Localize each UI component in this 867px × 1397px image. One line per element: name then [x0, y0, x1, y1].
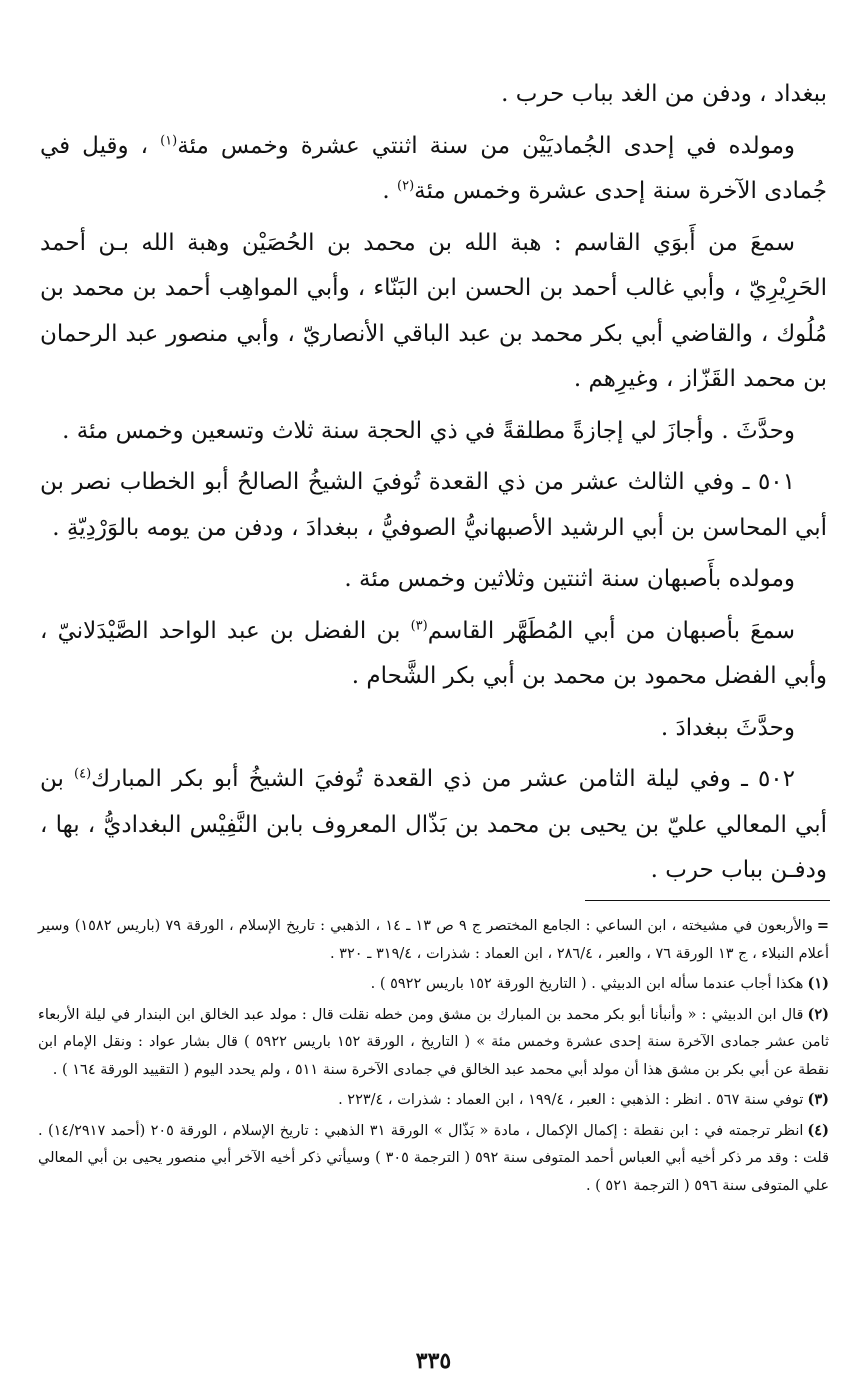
footnote-text: والأربعون في مشيخته ، ابن الساعي : الجامع المختصر ج ٩ ص ١٣ ـ ١٤ ، الذهبي : تاريخ الإسلام ، الورقة ٧٩ (باريس ١٥٨٢) وسير أعلام النبلاء ، ج ١٣ الورقة ٧٦ ، والعبر ، ٢٨٦/٤ ، ابن العماد : شذرات ، ٣١٩/٤ ـ ٣٢٠ .	[38, 918, 829, 962]
footnote-marker: (٢)	[807, 1005, 829, 1023]
page-number: ٣٣٥	[415, 1348, 452, 1374]
entry-502-start: ٥٠٢ ـ وفي ليلة الثامن عشر من ذي القعدة تُوفيَ الشيخُ أبو بكر المبارك	[91, 766, 795, 792]
paragraph-2	[40, 124, 827, 215]
footnote-separator	[585, 900, 830, 901]
footnote-ref-1: (١)	[160, 132, 178, 148]
paragraph-2-rest: ، وقيل في جُمادى الآخرة سنة إحدى عشرة وخمس مئة	[40, 132, 827, 204]
footnote-marker: =	[816, 917, 830, 934]
main-text	[40, 72, 827, 900]
paragraph-1: ببغداد ، ودفن من الغد بباب حرب .	[501, 81, 827, 107]
entry-502-rest: بن أبي المعالي عليّ بن يحيى بن محمد بن بَذّال المعروف بابن النَّفِيْس البغداديُّ ، بها ، ودفـن بباب حرب .	[40, 766, 827, 883]
paragraph-2-start: ومولده في إحدى الجُماديَيْن من سنة اثنتي عشرة وخمس مئة	[177, 132, 795, 159]
footnote-ref-2: (٢)	[397, 178, 415, 194]
entry-502	[40, 757, 827, 894]
paragraph-7-start: سمعَ بأصبهان من أبي المُطَهَّر القاسم	[427, 617, 795, 644]
footnote-2	[38, 1001, 829, 1085]
footnote-ref-3: (٣)	[410, 617, 428, 633]
footnote-text: قال ابن الدبيثي : « وأنبأنا أبو بكر محمد بن المبارك بن مشق ومن خطه نقلت قال : مولد عبد الخالق ابن البندار في ليلة الأربعاء ثامن عشر جمادى الآخرة سنة إحدى عشرة وخمس مئة » ( التاريخ ، الورقة ١٥٢ باريس ٥٩٢٢ ) قال بشار عواد : ونقل الإمام ابن نقطة عن أبي بكر بن مشق هذا أن مولد أبي محمد عبد الخالق في جمادى الآخرة سنة ٥١١ ، ولم يحدد اليوم ( التقييد الورقة ١٦٤ ) .	[38, 1006, 829, 1078]
paragraph-2-end: .	[382, 178, 398, 204]
entry-501: ٥٠١ ـ وفي الثالث عشر من ذي القعدة تُوفيَ الشيخُ الصالحُ أبو الخطاب نصر بن أبي المحاسن بن أبي الرشيد الأصبهانيُّ الصوفيُّ ، ببغدادَ ، ودفن من يومه بالوَرْدِيّةِ .	[40, 469, 827, 541]
paragraph-7	[40, 609, 827, 700]
footnote-ref-4: (٤)	[74, 766, 92, 782]
paragraph-8: وحدَّثَ ببغدادَ .	[660, 714, 795, 741]
footnote-1	[38, 970, 829, 999]
footnotes	[38, 912, 829, 1202]
paragraph-6: ومولده بأَصبهان سنة اثنتين وثلاثين وخمس مئة .	[344, 566, 795, 592]
footnote-3	[38, 1086, 829, 1115]
footnote-continued	[38, 912, 829, 968]
footnote-marker: (٣)	[807, 1091, 829, 1108]
paragraph-4: وحدَّثَ . وأجازَ لي إجازةً مطلقةً في ذي الحجة سنة ثلاث وتسعين وخمس مئة .	[62, 417, 795, 444]
footnote-marker: (٤)	[807, 1121, 829, 1139]
paragraph-3: سمعَ من أَبوَي القاسم : هبة الله بن محمد بن الحُصَيْن وهبة الله بـن أحمد الحَرِيْرِيّ ، وأبي غالب أحمد بن الحسن ابن البَنّاء ، وأبي المواهِب أحمد بن محمد بن مُلُوك ، والقاضي أبي بكر محمد بن عبد الباقي الأنصاريّ ، وأبي منصور عبد الرحمان بن محمد القَزّاز ، وغيرِهم .	[40, 229, 827, 392]
footnote-text: هكذا أجاب عندما سأله ابن الدبيثي . ( التاريخ الورقة ١٥٢ باريس ٥٩٢٢ ) .	[370, 976, 804, 992]
footnote-text: انظر ترجمته في : ابن نقطة : إكمال الإكمال ، مادة « بَذّال » الورقة ٣١ الذهبي : تاريخ الإسلام ، الورقة ٢٠٥ (أحمد ١٤/٢٩١٧) . قلت : وقد مر ذكر أخيه أبي العباس أحمد المتوفى سنة ٥٩٢ ( الترجمة ٣٠٥ ) وسيأتي ذكر أخيه الآخر أبي منصور يحيى بن أبي المعالي علي المتوفى سنة ٥٩٦ ( الترجمة ٥٢١ ) .	[38, 1122, 830, 1194]
footnote-text: توفي سنة ٥٦٧ . انظر : الذهبي : العبر ، ١٩٩/٤ ، ابن العماد : شذرات ، ٢٢٣/٤ .	[338, 1092, 804, 1108]
footnote-marker: (١)	[807, 975, 829, 992]
paragraph-7-rest: بن الفضل بن عبد الواحد الصَّيْدَلانيّ ، وأبي الفضل محمود بن محمد بن أبي بكر الشَّحام .	[40, 617, 827, 689]
footnote-4	[38, 1117, 829, 1201]
